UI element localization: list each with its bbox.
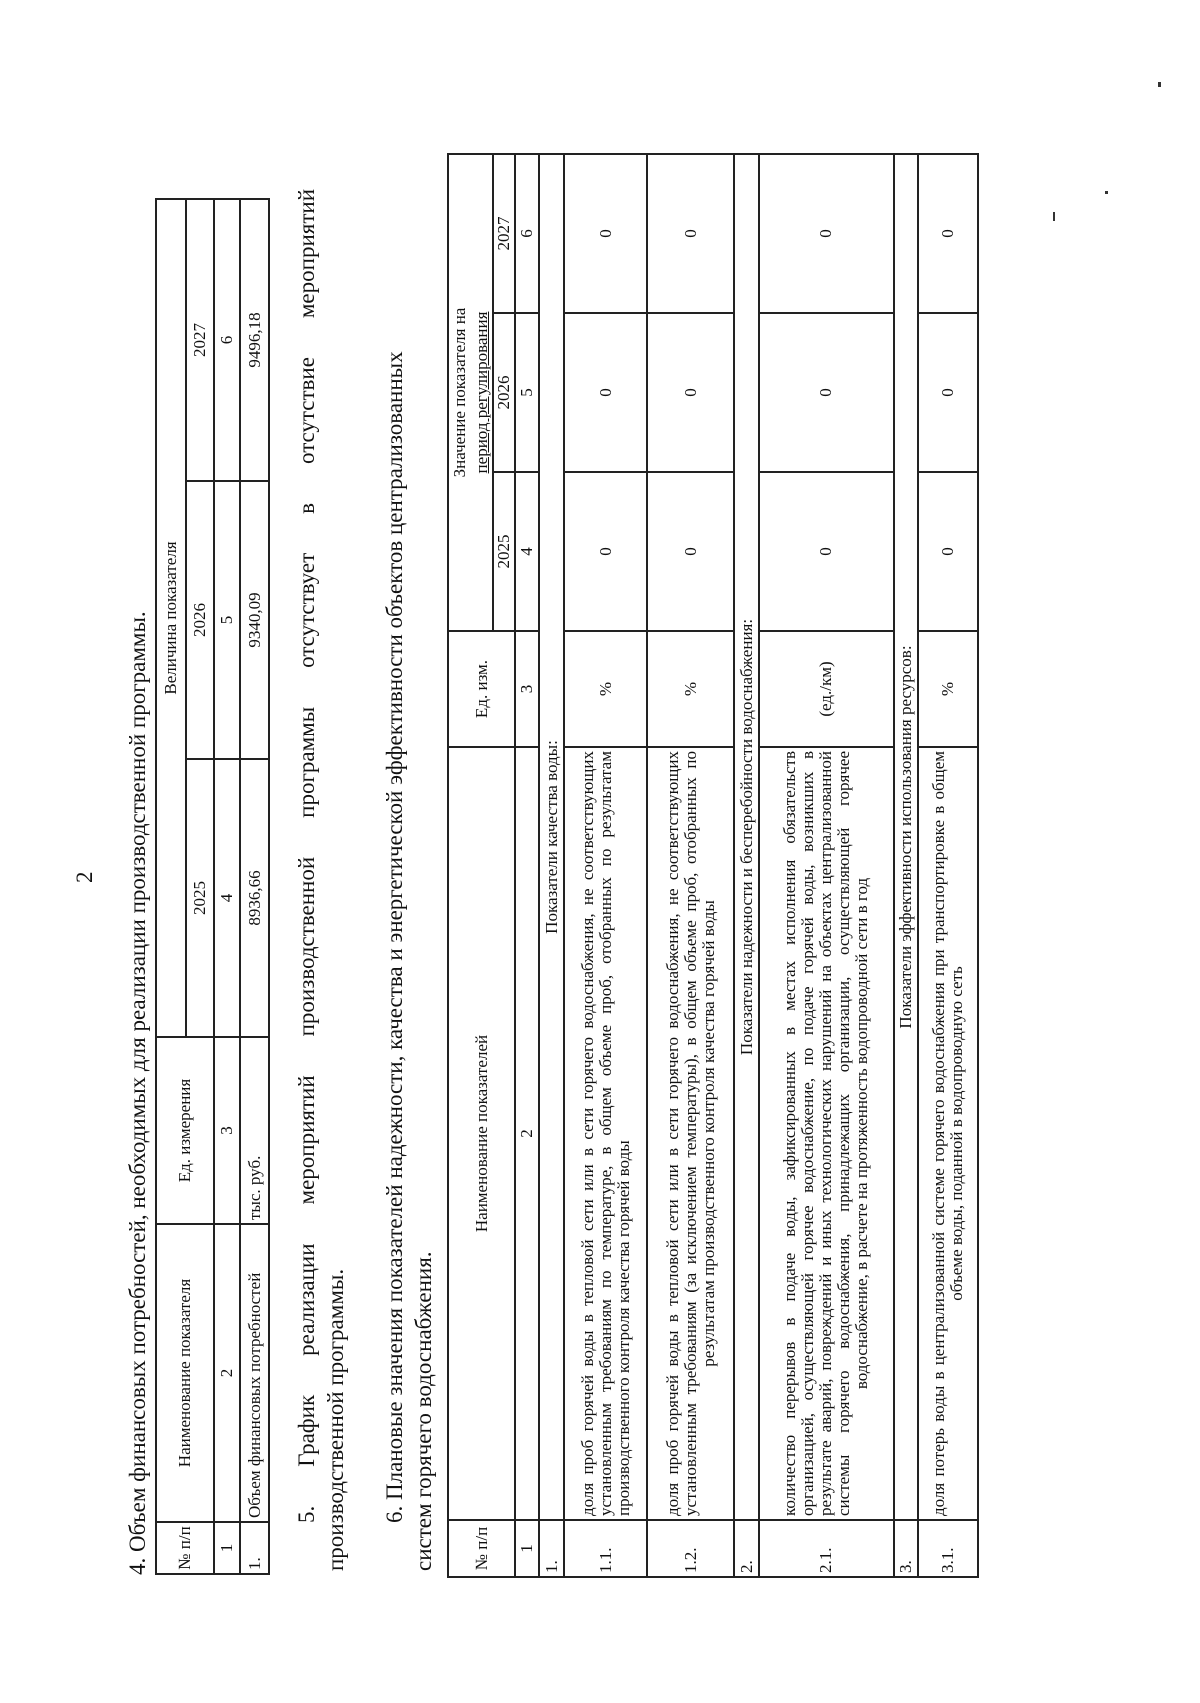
col-number: 5 xyxy=(515,313,539,472)
header-group-line1: Значение показателя на xyxy=(448,154,471,631)
group-title: Показатели качества воды: xyxy=(539,154,563,1520)
header-group-line2-text: период регулирования xyxy=(471,311,491,474)
col-number: 1 xyxy=(515,1520,539,1577)
header-year-2025: 2025 xyxy=(186,759,214,1037)
row-unit: (ед./км) xyxy=(759,631,895,747)
row-value-2026: 9340,09 xyxy=(240,481,269,759)
row-name-line: по результатам производственного контроля качества горячей воды xyxy=(680,751,718,1367)
row-name-line: установленным требованиям (за исключением температуры), в общем объеме проб, отобранных xyxy=(680,777,700,1516)
row-name-line: производственного контроля качества горячей воды xyxy=(613,1140,633,1516)
row-name-line: централизованной системы горячего водоснабжения, принадлежащих организации, xyxy=(816,751,854,1516)
section6-line2: систем горячего водоснабжения. xyxy=(411,1251,436,1571)
header-name: Наименование показателя xyxy=(156,1224,214,1522)
section6-title xyxy=(380,189,438,1571)
row-unit: % xyxy=(647,631,734,747)
header-year-2026: 2026 xyxy=(186,481,214,759)
row-num: 1.1. xyxy=(564,1520,648,1577)
col-number: 5 xyxy=(214,481,240,759)
row-value-2025: 8936,66 xyxy=(240,759,269,1037)
col-number: 2 xyxy=(515,747,539,1520)
col-number: 4 xyxy=(515,472,539,631)
col-number: 6 xyxy=(515,154,539,313)
row-value-2026: 0 xyxy=(918,313,978,472)
header-num: № п/п xyxy=(448,1520,515,1577)
section6-line1: 6. Плановые значения показателей надежности, качества и энергетической эффективности объектов централизованных xyxy=(382,351,407,1523)
header-name: Наименование показателей xyxy=(448,747,515,1520)
header-year-2027: 2027 xyxy=(493,154,515,313)
header-unit: Ед. измерения xyxy=(156,1037,214,1224)
section5-line1: 5. График реализации мероприятий производственной программы отсутствует в отсутствие мероприятий xyxy=(294,189,319,1523)
col-number: 2 xyxy=(214,1224,240,1522)
row-value-2025: 0 xyxy=(647,472,734,631)
row-num: 2.1. xyxy=(759,1520,895,1577)
header-year-2026: 2026 xyxy=(493,313,515,472)
row-value-2027: 0 xyxy=(647,154,734,313)
row-name-line: установленным требованиям по температуре, в общем объеме проб, отобранных по результатам xyxy=(595,751,615,1516)
col-number: 3 xyxy=(515,631,539,747)
group-title: Показатели эффективности использования ресурсов: xyxy=(894,154,918,1520)
header-year-2027: 2027 xyxy=(186,199,214,481)
row-value-2025: 0 xyxy=(759,472,895,631)
row-name-line: доля проб горячей воды в тепловой сети или в сети горячего водоснабжения, не соответствующих xyxy=(662,751,682,1516)
group-num: 3. xyxy=(894,1520,918,1577)
row-num: 1.2. xyxy=(647,1520,734,1577)
row-value-2026: 0 xyxy=(759,313,895,472)
row-name-line: результате аварий, повреждений и иных технологических нарушений на объектах xyxy=(816,892,836,1516)
col-number: 1 xyxy=(214,1522,240,1574)
scan-speck xyxy=(1053,212,1055,221)
row-unit: % xyxy=(564,631,648,747)
col-number: 4 xyxy=(214,759,240,1037)
section5-line2: производственной программы. xyxy=(323,1268,348,1571)
row-value-2026: 0 xyxy=(647,313,734,472)
row-value-2027: 0 xyxy=(564,154,648,313)
row-value-2025: 0 xyxy=(564,472,648,631)
row-name: Объем финансовых потребностей xyxy=(240,1224,269,1522)
row-value-2027: 0 xyxy=(918,154,978,313)
section4-title: 4. Объем финансовых потребностей, необходимых для реализации производственной программы. xyxy=(125,611,150,1575)
financial-needs-table xyxy=(155,198,270,1575)
scan-speck xyxy=(1158,82,1161,87)
row-num: 1. xyxy=(240,1522,269,1574)
row-name xyxy=(918,747,978,1520)
row-unit: тыс. руб. xyxy=(240,1037,269,1224)
group-num: 1. xyxy=(539,1520,563,1577)
row-name xyxy=(647,747,734,1520)
row-name-line: количество перерывов в подаче воды, зафиксированных в местах исполнения обязательств xyxy=(780,751,800,1516)
row-value-2027: 9496,18 xyxy=(240,199,269,481)
section5-paragraph xyxy=(292,189,350,1571)
row-unit: % xyxy=(918,631,978,747)
page-number: 2 xyxy=(72,871,97,883)
row-name-line: доля проб горячей воды в тепловой сети или в сети горячего водоснабжения, не соответствующих xyxy=(577,751,597,1516)
row-name-line: общем объеме воды, поданной в водопроводную сеть xyxy=(929,751,967,1301)
header-unit: Ед. изм. xyxy=(448,631,515,747)
row-value-2027: 0 xyxy=(759,154,895,313)
row-name-line: осуществляющей горячее водоснабжение, в расчете на протяженность водопроводной сети в год xyxy=(834,750,872,1390)
header-group-line2 xyxy=(471,154,493,631)
indicators-table xyxy=(447,153,979,1578)
row-name-line: доля потерь воды в централизованной системе горячего водоснабжения при транспортировке в xyxy=(929,805,949,1516)
col-number: 3 xyxy=(214,1037,240,1224)
group-num: 2. xyxy=(734,1520,758,1577)
scan-speck xyxy=(1105,191,1108,194)
header-year-2025: 2025 xyxy=(493,472,515,631)
group-title: Показатели надежности и бесперебойности водоснабжения: xyxy=(734,154,758,1520)
header-value-group: Величина показателя xyxy=(156,199,186,1037)
row-name xyxy=(759,747,895,1520)
row-value-2026: 0 xyxy=(564,313,648,472)
row-name-line: организацией, осуществляющей горячее водоснабжение, по подаче горячей воды, возникших в xyxy=(798,751,818,1516)
col-number: 6 xyxy=(214,199,240,481)
row-name xyxy=(564,747,648,1520)
row-value-2025: 0 xyxy=(918,472,978,631)
header-num: № п/п xyxy=(156,1522,214,1574)
row-num: 3.1. xyxy=(918,1520,978,1577)
